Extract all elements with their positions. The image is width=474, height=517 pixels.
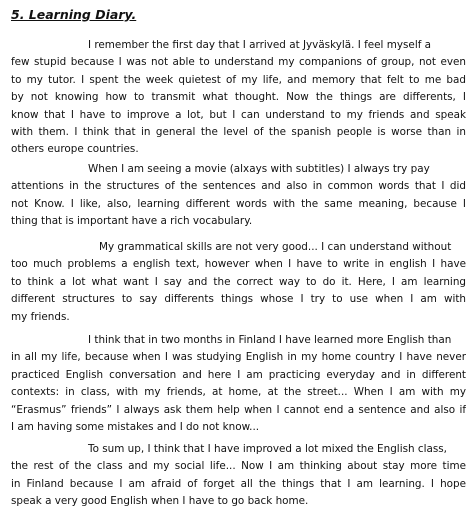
paragraph-line: with them. I think that in general the level of the spanish people is worse than in	[11, 125, 466, 138]
paragraph-movies	[11, 161, 466, 231]
paragraph-line: “Erasmus” friends” I always ask them help when I cannot end a sentence and also if	[11, 403, 466, 416]
paragraph-line: others europe countries.	[11, 143, 139, 156]
paragraph-line: I think that in two months in Finland I have learned more English than	[88, 334, 452, 346]
paragraph-line: practiced English conversation and here I am practicing everyday and in different	[11, 368, 466, 381]
paragraph-grammar	[11, 239, 466, 326]
paragraph-line: not Know. I like, also, learning different words with the same meaning, because I	[11, 197, 466, 210]
paragraph-line: I am having some mistakes and I do not know...	[11, 420, 260, 433]
paragraph-line: attentions in the structures of the sentences and also in common words that I did	[11, 180, 466, 193]
paragraph-line: few stupid because I was not able to understand my companions of group, not even	[11, 56, 466, 69]
paragraph-line: the rest of the class and my social life... Now I am thinking about stay more time	[11, 460, 466, 473]
paragraph-finland	[11, 332, 466, 436]
paragraph-line: thing that is important have a rich vocabulary.	[11, 215, 253, 228]
paragraph-line: in all my life, because when I was studying English in my home country I have never	[11, 351, 466, 364]
paragraph-line: speak a very good English when I have to go back home.	[11, 495, 309, 508]
paragraph-line: in Finland because I am afraid of forget all the things that I am learning. I hope	[11, 477, 466, 490]
paragraph-line: too much problems a english text, however when I have to write in english I have	[11, 258, 466, 271]
paragraph-line: I remember the first day that I arrived at Jyväskylä. I feel myself a	[88, 39, 432, 51]
paragraph-line: to my tutor. I spent the week quietest of my life, and memory that felt to me bad	[11, 73, 466, 86]
paragraph-line: When I am seeing a movie (alxays with subtitles) I always try pay	[88, 163, 430, 175]
paragraph-line: know that I have to improve a lot, but I can understand to my friends and speak	[11, 108, 466, 121]
paragraph-line: by not knowing how to transmit what thought. Now the things are differents, I	[11, 91, 466, 104]
paragraph-first-day	[11, 37, 466, 159]
paragraph-line: my friends.	[11, 310, 70, 323]
paragraph-line: contexts: in class, with my friends, at home, at the street... When I am with my	[11, 386, 466, 399]
paragraph-line: My grammatical skills are not very good... I can understand without	[99, 241, 452, 253]
paragraph-line: To sum up, I think that I have improved a lot mixed the English class,	[88, 443, 447, 455]
paragraph-line: different structures to say differents things whose I try to use when I am with	[11, 293, 466, 306]
document-title: 5. Learning Diary.	[11, 7, 137, 22]
paragraph-line: to think a lot what want I say and the correct way to do it. Here, I am learning	[11, 275, 466, 288]
paragraph-conclusion	[11, 441, 466, 511]
